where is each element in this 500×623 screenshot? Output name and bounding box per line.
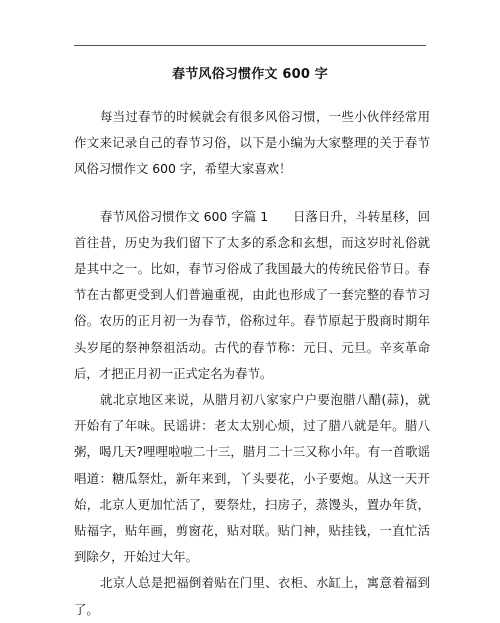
essay-paragraph: 北京人总是把福倒着贴在门里、衣柜、水缸上，寓意着福到了。 bbox=[74, 575, 430, 617]
document-body bbox=[74, 104, 430, 623]
essay-paragraph: 春节风俗习惯作文 600 字篇 1 日落日升，斗转星移，回首往昔，历史为我们留下了太多的系念和玄想，而这岁时礼俗就是其中之一。比如，春节习俗成了我国最大的传统民俗节日。春节在古都更受到人们普遍重视，由此也形成了一套完整的春节习俗。农历的正月初一为春节，俗称过年。春节原起于殷商时期年头岁尾的祭神祭祖活动。古代的春节称：元日、元旦。辛亥革命后，才把正月初一正式定名为春节。 bbox=[74, 208, 430, 381]
document-title: 春节风俗习惯作文 600 字 bbox=[172, 67, 328, 82]
essay-paragraph: 就北京地区来说，从腊月初八家家户户要泡腊八醋(蒜)，就开始有了年味。民谣讲：老太太别心烦，过了腊八就是年。腊八粥，喝几天?哩哩啦啦二十三，腊月二十三又称小年。有一首歌谣唱道：糖瓜祭灶，新年来到，丫头要花，小子要炮。从这一天开始，北京人更加忙活了，要祭灶，扫房子，蒸馒头，置办年货，贴福字，贴年画，剪窗花，贴对联。贴门神，贴挂钱，一直忙活到除夕，开始过大年。 bbox=[74, 392, 430, 565]
header-rule bbox=[74, 45, 426, 46]
intro-paragraph: 每当过春节的时候就会有很多风俗习惯，一些小伙伴经常用作文来记录自己的春节习俗，以下是小编为大家整理的关于春节风俗习惯作文 600 字，希望大家喜欢！ bbox=[74, 109, 430, 177]
